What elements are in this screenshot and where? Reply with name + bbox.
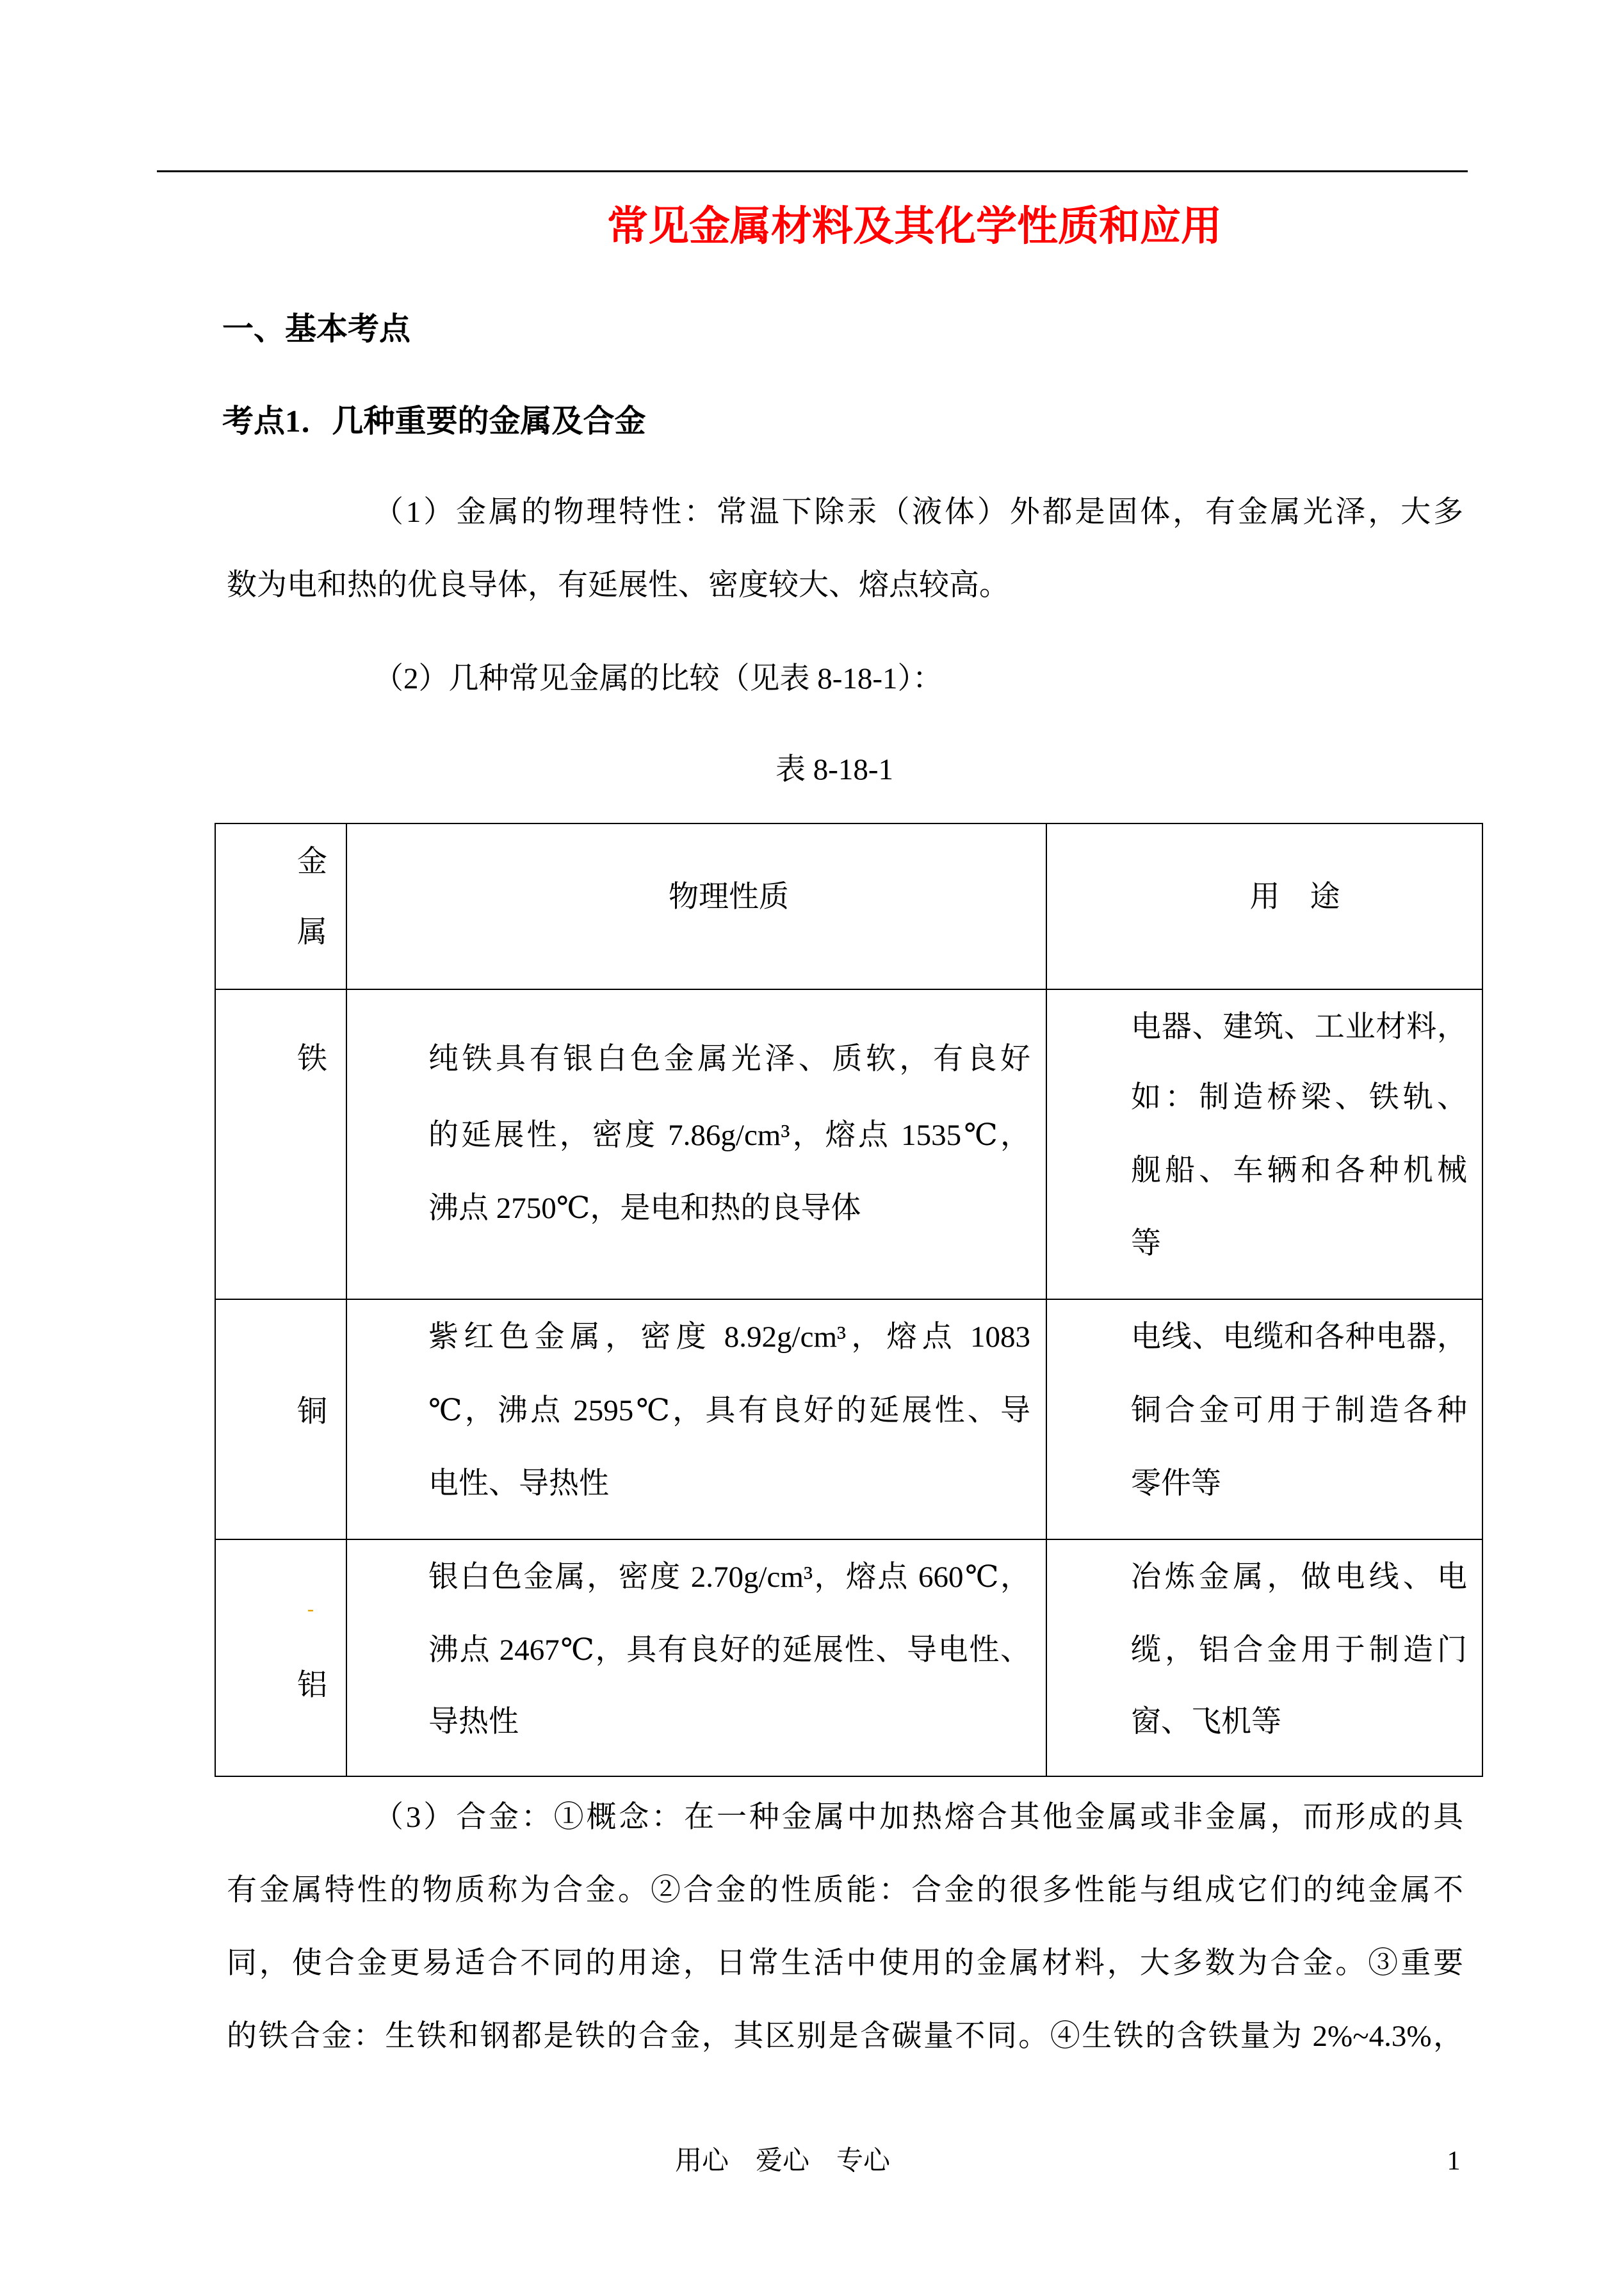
use-line: 电器、建筑、工业材料， — [1131, 1010, 1467, 1044]
table-border-left — [215, 823, 216, 1777]
paragraph-3-line: （3）合金：①概念：在一种金属中加热熔合其他金属或非金属，而形成的具 — [373, 1801, 1463, 1834]
property-line: 电性、导热性 — [428, 1467, 609, 1500]
use-line: 冶炼金属，做电线、电 — [1131, 1561, 1467, 1594]
use-line: 舰船、车辆和各种机械 — [1131, 1154, 1467, 1187]
paragraph-3-line: 的铁合金：生铁和钢都是铁的合金，其区别是含碳量不同。④生铁的含铁量为 2%~4.3%， — [227, 2020, 1463, 2053]
table-row-divider — [215, 989, 1483, 990]
property-line: ℃，沸点 2595℃，具有良好的延展性、导 — [428, 1394, 1030, 1427]
use-line: 如：制造桥梁、铁轨、 — [1131, 1081, 1467, 1114]
header-metal-char: 属 — [297, 916, 327, 949]
property-line: 沸点 2750℃，是电和热的良导体 — [428, 1192, 861, 1225]
paragraph-3-line: 同，使合金更易适合不同的用途，日常生活中使用的金属材料，大多数为合金。③重要 — [227, 1947, 1463, 1980]
table-caption: 表 8-18-1 — [775, 753, 894, 786]
paragraph-1-line: （1）金属的物理特性：常温下除汞（液体）外都是固体，有金属光泽，大多 — [373, 496, 1463, 529]
paragraph-3-line: 有金属特性的物质称为合金。②合金的性质能：合金的很多性能与组成它们的纯金属不 — [227, 1874, 1463, 1907]
page-number: 1 — [1447, 2146, 1461, 2176]
metal-name: 铁 — [297, 1042, 327, 1076]
table-column-divider — [346, 823, 347, 1777]
table-border-top — [215, 823, 1483, 824]
header-rule — [157, 170, 1468, 172]
document-title: 常见金属材料及其化学性质和应用 — [607, 204, 1222, 249]
use-line: 窗、飞机等 — [1131, 1705, 1281, 1739]
use-line: 电线、电缆和各种电器， — [1131, 1320, 1467, 1354]
paragraph-2: （2）几种常见金属的比较（见表 8-18-1）： — [373, 662, 943, 695]
topic-heading: 考点1．几种重要的金属及合金 — [222, 403, 646, 439]
metal-name: 铜 — [297, 1395, 327, 1429]
paragraph-1-line: 数为电和热的优良导体，有延展性、密度较大、熔点较高。 — [227, 569, 1009, 602]
use-line: 零件等 — [1131, 1467, 1221, 1500]
property-line: 银白色金属，密度 2.70g/cm³，熔点 660℃， — [428, 1561, 1030, 1594]
table-column-divider — [1046, 823, 1047, 1777]
use-line: 等 — [1131, 1227, 1161, 1260]
section-heading: 一、基本考点 — [222, 311, 411, 346]
orange-marker: - — [307, 1598, 314, 1619]
header-property: 物理性质 — [669, 880, 789, 914]
header-metal-char: 金 — [297, 845, 327, 879]
metal-name: 铝 — [297, 1669, 327, 1702]
header-use: 用 途 — [1249, 880, 1340, 914]
table-border-bottom — [215, 1776, 1483, 1777]
use-line: 缆，铝合金用于制造门 — [1131, 1634, 1467, 1667]
table-border-right — [1482, 823, 1483, 1777]
use-line: 铜合金可用于制造各种 — [1131, 1394, 1467, 1427]
property-line: 沸点 2467℃，具有良好的延展性、导电性、 — [428, 1634, 1030, 1667]
table-row-divider — [215, 1539, 1483, 1540]
footer-motto: 用心 爱心 专心 — [674, 2146, 890, 2176]
property-line: 纯铁具有银白色金属光泽、质软，有良好 — [428, 1042, 1030, 1076]
property-line: 导热性 — [428, 1705, 519, 1739]
property-line: 紫红色金属，密度 8.92g/cm³，熔点 1083 — [428, 1320, 1030, 1354]
table-row-divider — [215, 1299, 1483, 1300]
property-line: 的延展性，密度 7.86g/cm³，熔点 1535℃， — [428, 1119, 1030, 1152]
